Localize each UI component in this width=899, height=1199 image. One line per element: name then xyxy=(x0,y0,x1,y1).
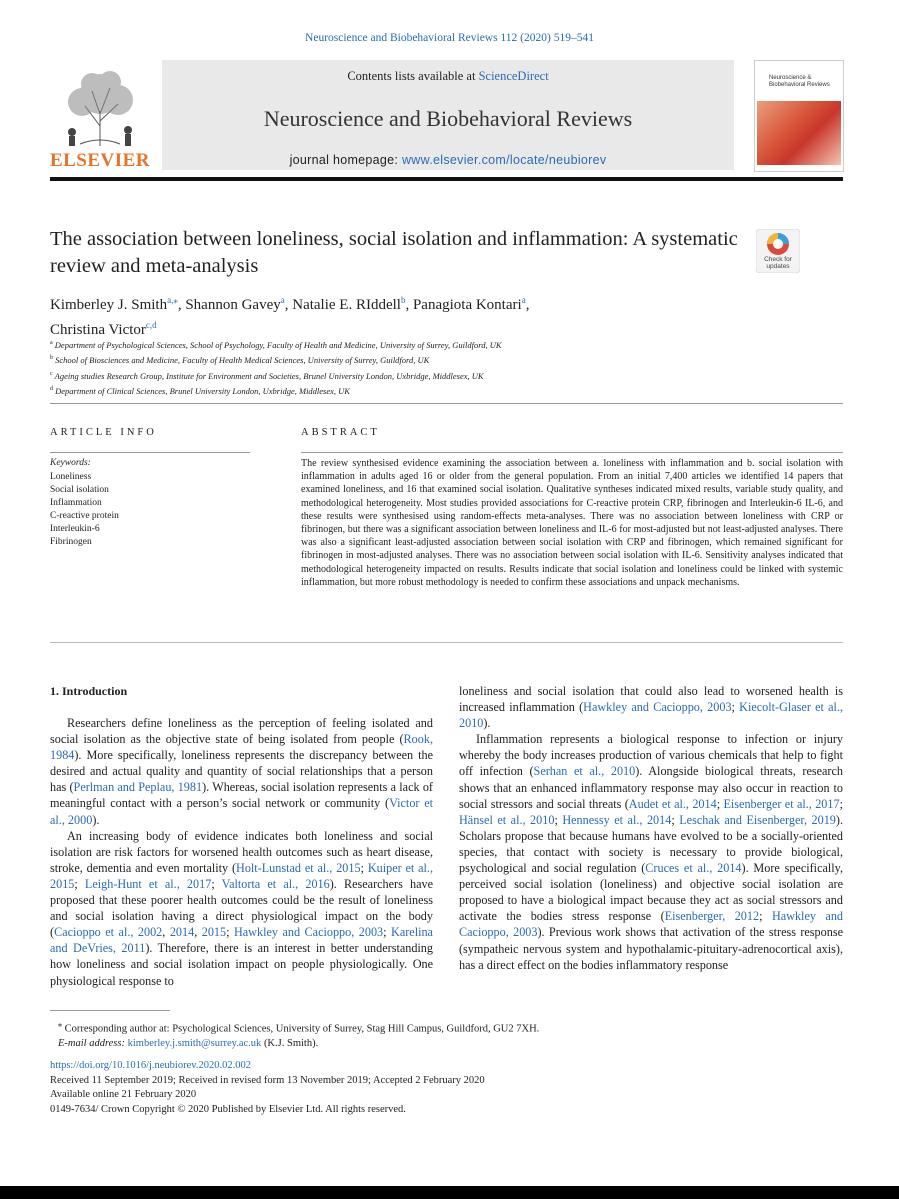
affiliation-marker: d xyxy=(50,385,53,392)
body-text: , xyxy=(162,925,170,940)
affiliation-marker: a xyxy=(50,340,53,346)
affiliation-a xyxy=(50,337,840,352)
citation-link[interactable]: Kuiper et al., 2015 xyxy=(50,860,434,891)
article-info-rule xyxy=(50,452,250,453)
corresponding-footnote xyxy=(58,1018,838,1052)
citation-link[interactable]: Hawkley and Cacioppo, 2003 xyxy=(583,700,732,715)
body-text: loneliness and social isolation that could also lead to worsened health is increased inflammation ( xyxy=(459,684,843,715)
citation-link[interactable]: Valtorta et al., 2016 xyxy=(221,876,330,891)
author-list xyxy=(50,290,750,340)
citation-link[interactable]: 2014 xyxy=(169,925,195,940)
journal-cover-thumbnail[interactable] xyxy=(754,60,844,172)
received-dates: Received 11 September 2019; Received in revised form 13 November 2019; Accepted 2 February 2020 xyxy=(50,1074,485,1086)
keyword-item: Inflammation xyxy=(50,498,102,508)
author-separator: , xyxy=(405,297,413,313)
citation-link[interactable]: Perlman and Peplau, 1981 xyxy=(73,780,203,795)
body-text: An increasing body of evidence indicates both loneliness and social isolation are risk factors for worsened health outcomes such as heart disease, stroke, dementia and even mortality ( xyxy=(50,828,433,875)
author-name: Panagiota Kontari xyxy=(412,297,522,313)
author-separator: , xyxy=(525,297,530,313)
author-separator: , xyxy=(177,297,186,313)
affiliation-text: School of Biosciences and Medicine, Faculty of Health Medical Sciences, University of Surrey, Guildford, UK xyxy=(53,355,430,366)
body-column-right xyxy=(459,683,843,973)
citation-link[interactable]: Cruces et al., 2014 xyxy=(645,861,742,876)
copyright-notice: 0149-7634/ Crown Copyright © 2020 Published by Elsevier Ltd. All rights reserved. xyxy=(50,1103,406,1115)
keyword-item: C-reactive protein xyxy=(50,511,119,521)
citation-link[interactable]: 2015 xyxy=(201,925,227,940)
footnote-rule xyxy=(50,1010,170,1011)
masthead-rule xyxy=(50,177,843,181)
keywords-label: Keywords: xyxy=(50,458,91,468)
body-text: ; xyxy=(716,796,724,811)
email-suffix: (K.J. Smith). xyxy=(261,1038,319,1049)
author-affiliation-marker[interactable]: a xyxy=(280,295,285,305)
body-text: ; xyxy=(226,925,234,940)
sciencedirect-link[interactable]: ScienceDirect xyxy=(478,69,549,83)
citation-link[interactable]: Rook, 1984 xyxy=(50,732,433,763)
abstract-rule xyxy=(301,452,843,453)
body-paragraph xyxy=(50,828,433,989)
citation-link[interactable]: Hawkley and Cacioppo, 2003 xyxy=(459,909,844,940)
body-text: ). Scholars propose that because humans have evolved to be a socially-oriented species, that contact with society is necessary to provide biological, psychological and social regulation ( xyxy=(459,812,843,876)
affiliation-text: Department of Psychological Sciences, School of Psychology, Faculty of Health and Medicine, University of Surrey, Guildford, UK xyxy=(52,339,502,350)
body-text: ). Alongside biological threats, research shows that an enhanced inflammatory response may also occur in reaction to social stressors and social threats ( xyxy=(459,764,843,811)
citation-link[interactable]: Leschak and Eisenberger, 2019 xyxy=(679,812,836,827)
body-text: Inflammation represents a biological response to infection or injury whereby the body increases production of various chemicals that help to fight off infection ( xyxy=(459,732,843,779)
citation-link[interactable]: Eisenberger et al., 2017 xyxy=(723,796,840,811)
running-head[interactable]: Neuroscience and Biobehavioral Reviews 112 (2020) 519–541 xyxy=(305,32,594,44)
citation-link[interactable]: Hänsel et al., 2010 xyxy=(459,812,555,827)
author-affiliation-marker[interactable]: c,d xyxy=(145,320,157,330)
body-text: ; xyxy=(211,876,222,891)
citation-link[interactable]: Cacioppo et al., 2002 xyxy=(54,925,163,940)
corresponding-author: Corresponding author at: Psychological Sciences, University of Surrey, Stag Hill Campus, Guildford, GU2 7XH. xyxy=(64,1023,540,1035)
footnote-star: ⁎ xyxy=(58,1020,62,1029)
author-affiliation-marker[interactable]: a,⁎ xyxy=(167,295,178,305)
abstract-bottom-rule xyxy=(50,642,843,643)
keyword-item: Social isolation xyxy=(50,485,109,495)
journal-title: Neuroscience and Biobehavioral Reviews xyxy=(263,106,633,131)
abstract-heading: ABSTRACT xyxy=(301,427,380,438)
body-text: ; xyxy=(383,925,392,940)
cover-artwork xyxy=(757,101,841,165)
doi-link[interactable]: https://doi.org/10.1016/j.neubiorev.2020.02.002 xyxy=(50,1060,251,1071)
body-text: ; xyxy=(74,876,85,891)
citation-link[interactable]: Kiecolt-Glaser et al., 2010 xyxy=(459,700,844,731)
crossmark-label: Check for updates xyxy=(764,256,792,270)
author-affiliation-marker[interactable]: b xyxy=(400,295,406,305)
author-name: Kimberley J. Smith xyxy=(50,297,168,313)
journal-banner xyxy=(162,60,734,170)
homepage-link[interactable]: www.elsevier.com/locate/neubiorev xyxy=(401,153,607,167)
body-text: ). xyxy=(92,812,100,827)
author-affiliation-marker[interactable]: a xyxy=(521,295,526,305)
homepage-line: journal homepage: www.elsevier.com/locate/neubiorev xyxy=(289,153,607,167)
abstract-text: The review synthesised evidence examining the association between a. loneliness with inflammation and b. social isolation with inflammation in adults aged 16 or older from the general population. From an initial 7,400 articles we identified 14 papers that examined loneliness, and 16 that examined social isolation. Qualitative syntheses indicated mixed results, variable study quality, and methodological heterogeneity. Most studies provided associations for C-reactive protein CRP, fibrinogen and Interleukin-6 IL-6, and these results were synthesised using random-effects meta-analyses. There was no association between loneliness with CRP or fibrinogen, but there was a significant association between loneliness and IL-6 for most-adjusted but not least-adjusted analyses. There was also a significant least-adjusted association between social isolation with CRP and fibrinogen, which remained significant for fibrinogen in most-adjusted analyses. There was no association between social isolation with IL-6. Sensitivity analyses indicated that methodological heterogeneity impacted on results. Results indicate that social isolation and loneliness could be linked with systemic inflammation, but more robust methodology is needed to confirm these associations and unpack mechanisms. xyxy=(301,458,843,588)
body-paragraph xyxy=(50,715,433,828)
body-text: , xyxy=(194,925,202,940)
citation-link[interactable]: Hennessy et al., 2014 xyxy=(562,812,672,827)
affiliation-marker: b xyxy=(50,355,53,362)
body-text: Researchers define loneliness as the perception of feeling isolated and social isolation as the objective state of being isolated from people ( xyxy=(50,716,433,747)
section-divider xyxy=(50,403,843,404)
introduction-heading: 1. Introduction xyxy=(50,684,128,698)
body-text: ). Researchers have proposed that these poorer health outcomes could be the result of loneliness and social isolation having a direct physiological impact on the body ( xyxy=(50,876,434,940)
body-text: ; xyxy=(759,909,772,924)
citation-link[interactable]: Holt-Lunstad et al., 2015 xyxy=(236,860,361,875)
citation-link[interactable]: Audet et al., 2014 xyxy=(628,796,717,811)
citation-link[interactable]: Eisenberger, 2012 xyxy=(664,909,760,924)
body-paragraph xyxy=(459,731,843,972)
author-name: Natalie E. RIddell xyxy=(292,297,401,313)
body-text: ). Whereas, social isolation represents a lack of meaningful contact with a person’s social network or community ( xyxy=(50,780,433,811)
author-name: Christina Victor xyxy=(50,322,146,338)
email-label: E-mail address: xyxy=(58,1038,125,1049)
email-link[interactable]: kimberley.j.smith@surrey.ac.uk xyxy=(127,1038,262,1049)
citation-link[interactable]: Victor et al., 2000 xyxy=(50,796,433,827)
page-bottom-bar xyxy=(0,1186,899,1199)
contents-line: Contents lists available at ScienceDirect xyxy=(347,69,549,83)
citation-link[interactable]: Hawkley and Cacioppo, 2003 xyxy=(233,925,384,940)
citation-link[interactable]: Karelina and DeVries, 2011 xyxy=(50,925,433,956)
available-online: Available online 21 February 2020 xyxy=(50,1089,197,1100)
body-column-left xyxy=(50,715,433,989)
article-title: The association between loneliness, social isolation and inflammation: A systematic review and meta-analysis xyxy=(50,228,738,277)
cover-title: Neuroscience & Biobehavioral Reviews xyxy=(769,75,830,88)
keyword-item: Loneliness xyxy=(50,472,92,482)
affiliation-text: Ageing studies Research Group, Institute for Environment and Societies, Brunel University London, Uxbridge, Middlesex, UK xyxy=(52,370,484,381)
body-text: ). More specifically, loneliness represents the discrepancy between the desired and actual quality and quantity of social relationships that a person has ( xyxy=(50,748,433,795)
article-info-heading: ARTICLE INFO xyxy=(50,427,157,438)
body-text: ; xyxy=(839,796,843,811)
affiliation-d xyxy=(50,383,840,398)
author-name: Shannon Gavey xyxy=(185,297,281,313)
body-text: ). Previous work shows that activation of the stress response (sympatheic nervous system and hypothalamic-pituitary-adrenocortical axis), has a direct effect on the bodies inflammatory response xyxy=(459,925,843,972)
affiliation-b xyxy=(50,352,840,367)
keyword-item: Fibrinogen xyxy=(50,537,92,547)
citation-link[interactable]: Leigh-Hunt et al., 2017 xyxy=(84,876,212,891)
affiliation-text: Department of Clinical Sciences, Brunel University London, Uxbridge, Middlesex, UK xyxy=(53,385,350,396)
body-text: ; xyxy=(554,812,563,827)
elsevier-wordmark: ELSEVIER xyxy=(49,150,151,171)
body-paragraph xyxy=(459,683,843,731)
body-text: ; xyxy=(731,700,740,715)
affiliation-c xyxy=(50,368,840,383)
keyword-item: Interleukin-6 xyxy=(50,524,100,534)
author-separator: , xyxy=(284,297,293,313)
keywords-list xyxy=(50,471,119,549)
publication-info xyxy=(50,1059,840,1117)
affiliations xyxy=(50,337,840,398)
body-text: ; xyxy=(360,860,368,875)
citation-link[interactable]: Serhan et al., 2010 xyxy=(533,764,636,779)
body-text: ). xyxy=(483,716,491,731)
body-text: ; xyxy=(671,812,680,827)
affiliation-marker: c xyxy=(50,370,53,377)
body-text: ). Therefore, there is an interest in better understanding how loneliness and social isolation impact on people physiologically. One physiological response to xyxy=(50,941,433,988)
body-text: ). More specifically, perceived social isolation (loneliness) and objective social isolation are proposed to have a biological impact because they act as social stressors and activate the bodies stress response ( xyxy=(459,861,844,924)
